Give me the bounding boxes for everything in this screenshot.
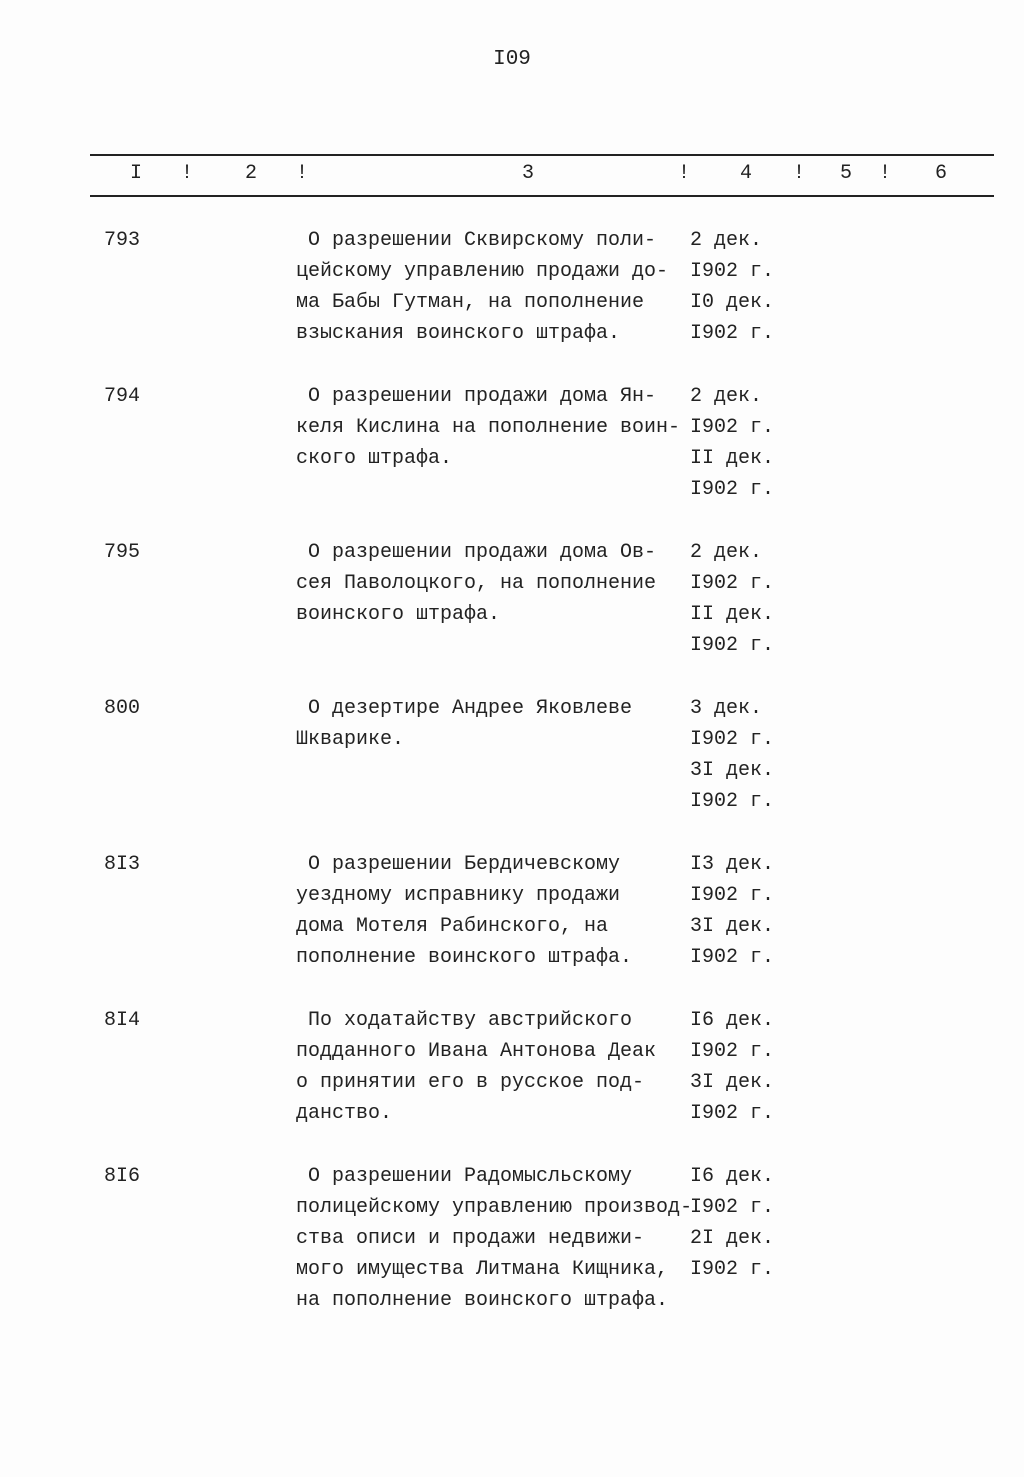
date-line: 2 дек. <box>690 541 763 564</box>
entry-number: 800 <box>104 697 141 720</box>
date-line: I902 г. <box>690 728 775 751</box>
column-separator: ! <box>181 162 194 185</box>
description-line: пополнение воинского штрафа. <box>296 946 633 969</box>
column-separator: ! <box>879 162 892 185</box>
entry-dates <box>690 225 830 349</box>
description-line: ского штрафа. <box>296 447 453 470</box>
date-line: I902 г. <box>690 478 775 501</box>
date-line: I902 г. <box>690 634 775 657</box>
description-line: воинского штрафа. <box>296 603 501 626</box>
date-line: I3 дек. <box>690 853 775 876</box>
page-number: I09 <box>493 48 531 71</box>
description-line: на пополнение воинского штрафа. <box>296 1289 669 1312</box>
date-line: I902 г. <box>690 1102 775 1125</box>
date-line: I902 г. <box>690 572 775 595</box>
entry-number: 8I4 <box>104 1009 141 1032</box>
date-line: I902 г. <box>690 1258 775 1281</box>
entry-number: 795 <box>104 541 141 564</box>
description-line: О разрешении продажи дома Ов- <box>308 541 657 564</box>
column-header: 4 <box>740 162 753 185</box>
date-line: I902 г. <box>690 416 775 439</box>
entry-description <box>296 381 716 474</box>
entry-description <box>296 849 716 973</box>
column-separator: ! <box>678 162 691 185</box>
description-line: взыскания воинского штрафа. <box>296 322 621 345</box>
entry-dates <box>690 693 830 817</box>
date-line: I902 г. <box>690 260 775 283</box>
column-separator: ! <box>793 162 806 185</box>
entry-description <box>296 225 716 349</box>
description-line: данство. <box>296 1102 393 1125</box>
date-line: I902 г. <box>690 1040 775 1063</box>
description-line: мого имущества Литмана Кищника, <box>296 1258 669 1281</box>
description-line: О разрешении Радомысльскому <box>308 1165 633 1188</box>
date-line: 3I дек. <box>690 1071 775 1094</box>
date-line: II дек. <box>690 603 775 626</box>
description-line: ства описи и продажи недвижи- <box>296 1227 645 1250</box>
column-header: I <box>130 162 143 185</box>
column-header: 2 <box>245 162 258 185</box>
date-line: 2I дек. <box>690 1227 775 1250</box>
entry-number: 794 <box>104 385 141 408</box>
date-line: I902 г. <box>690 946 775 969</box>
description-line: подданного Ивана Антонова Деак <box>296 1040 657 1063</box>
description-line: Шкварике. <box>296 728 405 751</box>
entry-dates <box>690 849 830 973</box>
entry-dates <box>690 537 830 661</box>
description-line: О дезертире Андрее Яковлеве <box>308 697 633 720</box>
column-separator: ! <box>296 162 309 185</box>
entry-description <box>296 537 716 630</box>
table-header-bottom-rule <box>90 195 994 197</box>
column-header: 5 <box>840 162 853 185</box>
date-line: II дек. <box>690 447 775 470</box>
entry-number: 793 <box>104 229 141 252</box>
date-line: 3 дек. <box>690 697 763 720</box>
description-line: О разрешении Сквирскому поли- <box>308 229 657 252</box>
entry-dates <box>690 381 830 505</box>
date-line: I0 дек. <box>690 291 775 314</box>
entry-number: 8I6 <box>104 1165 141 1188</box>
description-line: сея Паволоцкого, на пополнение <box>296 572 657 595</box>
description-line: о принятии его в русское под- <box>296 1071 645 1094</box>
entry-description <box>296 1161 716 1316</box>
entry-number: 8I3 <box>104 853 141 876</box>
date-line: I902 г. <box>690 884 775 907</box>
date-line: 3I дек. <box>690 759 775 782</box>
date-line: I902 г. <box>690 322 775 345</box>
date-line: I902 г. <box>690 1196 775 1219</box>
description-line: полицейскому управлению производ- <box>296 1196 693 1219</box>
date-line: I6 дек. <box>690 1165 775 1188</box>
date-line: 2 дек. <box>690 229 763 252</box>
date-line: I6 дек. <box>690 1009 775 1032</box>
table-header-top-rule <box>90 154 994 156</box>
description-line: цейскому управлению продажи до- <box>296 260 669 283</box>
description-line: По ходатайству австрийского <box>308 1009 633 1032</box>
column-header: 3 <box>522 162 535 185</box>
description-line: дома Мотеля Рабинского, на <box>296 915 609 938</box>
description-line: О разрешении Бердичевскому <box>308 853 621 876</box>
date-line: 2 дек. <box>690 385 763 408</box>
date-line: I902 г. <box>690 790 775 813</box>
column-header: 6 <box>935 162 948 185</box>
entry-description <box>296 693 716 755</box>
description-line: келя Кислина на пополнение воин- <box>296 416 681 439</box>
entry-description <box>296 1005 716 1129</box>
date-line: 3I дек. <box>690 915 775 938</box>
entry-dates <box>690 1005 830 1129</box>
entry-dates <box>690 1161 830 1285</box>
description-line: ма Бабы Гутман, на пополнение <box>296 291 645 314</box>
description-line: уездному исправнику продажи <box>296 884 621 907</box>
description-line: О разрешении продажи дома Ян- <box>308 385 657 408</box>
